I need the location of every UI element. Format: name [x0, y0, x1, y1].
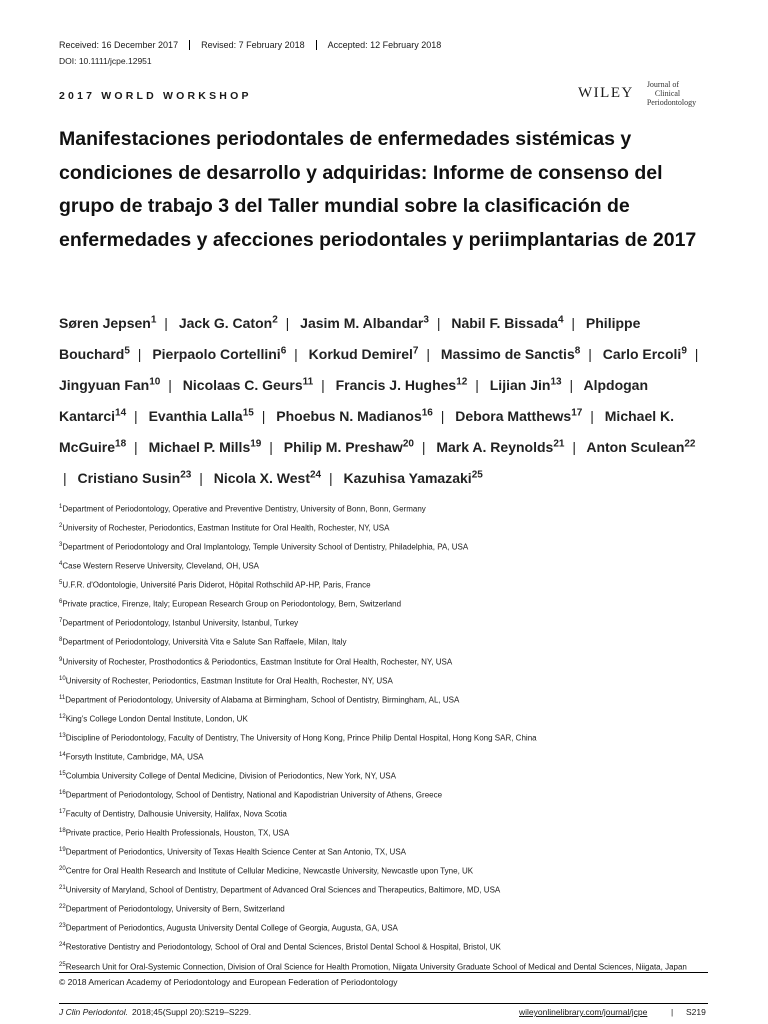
- affiliation: [59, 785, 719, 804]
- author-affiliation-number: 18: [115, 438, 127, 450]
- author-separator: |: [285, 314, 290, 331]
- author-name: [152, 346, 286, 362]
- author-name: [214, 470, 321, 486]
- author-name-text: Nabil F. Bissada: [451, 314, 558, 331]
- journal-logo: [647, 80, 696, 107]
- author-separator: |: [261, 408, 266, 425]
- author-separator: |: [572, 439, 576, 456]
- author-name-text: Korkud Demirel: [308, 345, 413, 362]
- affiliation-text: Department of Periodontology, Università Vita e Salute San Raffaele, Milan, Italy: [62, 638, 347, 648]
- author-affiliation-number: 5: [124, 345, 130, 357]
- author-separator: |: [421, 439, 426, 456]
- author-name: [284, 439, 414, 455]
- affiliation-text: University of Rochester, Prosthodontics & Periodontics, Eastman Institute for Oral Health, Rochester, NY, USA: [62, 657, 453, 667]
- author-name-text: Jack G. Caton: [178, 314, 273, 331]
- journal-url-link[interactable]: wileyonlinelibrary.com/journal/jcpe: [519, 1007, 648, 1017]
- affiliation: [59, 766, 719, 785]
- author-name: [603, 346, 687, 362]
- author-name-text: Evanthia Lalla: [148, 408, 243, 425]
- affiliation-list: [59, 499, 719, 973]
- affiliation: [59, 537, 719, 556]
- affiliation: [59, 861, 719, 880]
- author-affiliation-number: 7: [412, 345, 419, 357]
- affiliation-text: Research Unit for Oral-Systemic Connection, Division of Oral Science for Health Promotion, Niigata University Graduate School of Medical and Dental Sciences, Niigata, Japan: [65, 962, 687, 972]
- author-separator: |: [694, 345, 699, 362]
- affiliation-number: 8: [59, 637, 63, 644]
- affiliation-text: Department of Periodontology, Operative and Preventive Dentistry, University of Bonn, Bonn, Germany: [62, 504, 426, 514]
- footer-separator: |: [671, 1007, 674, 1017]
- affiliation-text: University of Rochester, Periodontics, Eastman Institute for Oral Health, Rochester, NY, USA: [62, 523, 390, 533]
- affiliation-number: 20: [59, 866, 66, 873]
- author-affiliation-number: 22: [684, 438, 696, 450]
- doi: DOI: 10.1111/jcpe.12951: [59, 56, 152, 66]
- publisher-logo: [578, 80, 696, 107]
- author-affiliation-number: 17: [571, 407, 583, 419]
- affiliation-number: 10: [59, 675, 66, 682]
- affiliation: [59, 937, 719, 956]
- article-title: Manifestaciones periodontales de enfermedades sistémicas y condiciones de desarrollo y adquiridas: Informe de consenso del grupo de trabajo 3 del Taller mundial sobre la clasificación de enfermedades y afecciones periodontales y periimplantarias de 2017: [59, 128, 697, 251]
- author-name: [455, 408, 582, 424]
- author-name-text: Mark A. Reynolds: [436, 439, 554, 456]
- author-separator: |: [137, 345, 142, 362]
- affiliation-text: University of Rochester, Periodontics, Eastman Institute for Oral Health, Rochester, NY, USA: [65, 676, 393, 686]
- author-separator: |: [475, 376, 479, 393]
- affiliation-text: Department of Periodontology and Oral Implantology, Temple University School of Dentistry, Philadelphia, PA, USA: [62, 542, 469, 552]
- author-name-text: Michael P. Mills: [148, 439, 251, 456]
- affiliation-text: King's College London Dental Institute, London, UK: [65, 714, 248, 724]
- affiliation-number: 19: [59, 847, 66, 854]
- author-separator: |: [590, 408, 594, 425]
- affiliation-number: 14: [59, 751, 66, 758]
- author-separator: |: [164, 314, 168, 331]
- affiliation: [59, 671, 719, 690]
- author-name: [179, 315, 278, 331]
- author-separator: |: [134, 408, 138, 425]
- author-name-text: Cristiano Susin: [77, 470, 181, 487]
- author-affiliation-number: 2: [272, 314, 278, 325]
- author-name-text: Massimo de Sanctis: [440, 345, 575, 362]
- author-name-text: Phoebus N. Madianos: [276, 408, 422, 425]
- affiliation: [59, 728, 719, 747]
- author-name-text: Nicola X. West: [213, 470, 310, 487]
- affiliation: [59, 747, 719, 766]
- author-name: [59, 315, 156, 331]
- affiliation: [59, 709, 719, 728]
- affiliation-text: Private practice, Firenze, Italy; European Research Group on Periodontology, Bern, Switzerland: [62, 599, 402, 609]
- author-name: [149, 408, 254, 424]
- footer-rule-bottom: [59, 1003, 708, 1004]
- affiliation-text: U.F.R. d'Odontologie, Université Paris Diderot, Hôpital Rothschild AP-HP, Paris, France: [62, 580, 371, 590]
- affiliation-text: Discipline of Periodontology, Faculty of Dentistry, The University of Hong Kong, Prince Philip Dental Hospital, Hong Kong SAR, China: [65, 733, 537, 743]
- affiliation-number: 23: [59, 923, 66, 930]
- accepted-date: Accepted: 12 February 2018: [316, 40, 453, 50]
- author-separator: |: [329, 470, 333, 487]
- author-affiliation-number: 13: [550, 376, 562, 388]
- author-affiliation-number: 10: [149, 376, 161, 388]
- author-name: [276, 408, 433, 424]
- author-name-text: Carlo Ercoli: [602, 345, 682, 362]
- affiliation: [59, 594, 719, 613]
- author-name-text: Søren Jepsen: [59, 314, 151, 331]
- affiliation-number: 13: [59, 732, 66, 739]
- author-name: [309, 346, 419, 362]
- author-name: [436, 439, 564, 455]
- citation-details: 2018;45(Suppl 20):S219–S229.: [131, 1007, 252, 1017]
- author-name: [78, 470, 192, 486]
- author-name-text: Pierpaolo Cortellini: [152, 345, 281, 362]
- author-name: [149, 439, 262, 455]
- affiliation-number: 24: [59, 942, 66, 949]
- affiliation-text: Department of Periodontics, Augusta University Dental College of Georgia, Augusta, GA, USA: [65, 924, 398, 934]
- author-separator: |: [321, 376, 325, 393]
- author-separator: |: [588, 345, 592, 362]
- author-affiliation-number: 19: [250, 438, 262, 450]
- affiliation: [59, 632, 719, 651]
- affiliation-number: 25: [59, 961, 66, 968]
- author-name-text: Nicolaas C. Geurs: [182, 376, 303, 393]
- affiliation-number: 15: [59, 770, 66, 777]
- affiliation-number: 12: [59, 713, 66, 720]
- author-separator: |: [199, 470, 203, 487]
- affiliation: [59, 652, 719, 671]
- revised-date: Revised: 7 February 2018: [189, 40, 316, 50]
- affiliation-text: Faculty of Dentistry, Dalhousie University, Halifax, Nova Scotia: [65, 809, 287, 819]
- author-name: [451, 315, 563, 331]
- author-affiliation-number: 4: [557, 314, 564, 325]
- affiliation-text: Restorative Dentistry and Periodontology, School of Oral and Dental Sciences, Bristol Dental School & Hospital, Bristol, UK: [65, 943, 501, 953]
- author-list: [59, 306, 709, 493]
- author-affiliation-number: 15: [242, 407, 254, 419]
- affiliation: [59, 499, 719, 518]
- author-separator: |: [426, 345, 431, 362]
- affiliation: [59, 690, 719, 709]
- author-name: [490, 377, 562, 393]
- journal-logo-line: Clinical: [654, 89, 681, 98]
- author-name: [344, 470, 483, 486]
- author-affiliation-number: 25: [471, 469, 483, 481]
- author-separator: |: [571, 314, 576, 331]
- page-number: S219: [686, 1007, 706, 1017]
- author-name-text: Michael K. McGuire: [59, 408, 675, 456]
- affiliation: [59, 899, 719, 918]
- author-separator: |: [294, 345, 298, 362]
- affiliation-number: 6: [59, 599, 63, 606]
- affiliation-text: Department of Periodontology, Istanbul University, Istanbul, Turkey: [62, 619, 299, 629]
- author-separator: |: [134, 439, 138, 456]
- author-affiliation-number: 20: [402, 438, 414, 450]
- affiliation-text: Department of Periodontology, University of Alabama at Birmingham, School of Dentistry, Birmingham, AL, USA: [65, 695, 460, 705]
- affiliation: [59, 804, 719, 823]
- affiliation: [59, 823, 719, 842]
- journal-abbrev: J Clin Periodontol.: [59, 1007, 128, 1017]
- received-date: Received: 16 December 2017: [59, 40, 179, 50]
- affiliation-text: Department of Periodontology, University of Bern, Switzerland: [65, 904, 285, 914]
- affiliation-text: Department of Periodontology, School of Dentistry, National and Kapodistrian University of Athens, Greece: [65, 790, 443, 800]
- author-affiliation-number: 24: [309, 469, 322, 481]
- affiliation-text: Case Western Reserve University, Cleveland, OH, USA: [62, 561, 260, 571]
- affiliation-number: 5: [59, 580, 63, 587]
- author-separator: |: [168, 376, 172, 393]
- author-name: [183, 377, 313, 393]
- affiliation-text: Centre for Oral Health Research and Institute of Cellular Medicine, Newcastle University, Newcastle upon Tyne, UK: [65, 866, 474, 876]
- author-name-text: Debora Matthews: [455, 408, 572, 425]
- affiliation-number: 3: [59, 542, 63, 549]
- affiliation: [59, 575, 719, 594]
- author-name-text: Jingyuan Fan: [59, 376, 150, 393]
- author-name-text: Jasim M. Albandar: [300, 314, 424, 331]
- affiliation-number: 22: [59, 904, 66, 911]
- author-name-text: Kazuhisa Yamazaki: [343, 470, 472, 487]
- author-affiliation-number: 1: [150, 314, 157, 325]
- affiliation-text: University of Maryland, School of Dentistry, Department of Advanced Oral Sciences and Therapeutics, Baltimore, MD, USA: [65, 885, 501, 895]
- author-name: [441, 346, 580, 362]
- affiliation-number: 4: [59, 561, 63, 568]
- affiliation-number: 1: [59, 504, 63, 510]
- copyright: © 2018 American Academy of Periodontology and European Federation of Periodontology: [59, 977, 398, 987]
- author-affiliation-number: 14: [115, 407, 127, 419]
- affiliation: [59, 918, 719, 937]
- author-name-text: Francis J. Hughes: [335, 376, 457, 393]
- citation: [59, 1007, 251, 1017]
- affiliation-number: 21: [59, 885, 66, 892]
- author-name-text: Anton Sculean: [586, 439, 685, 456]
- affiliation-number: 11: [59, 694, 66, 701]
- author-name: [300, 315, 429, 331]
- author-affiliation-number: 21: [553, 438, 565, 450]
- author-name: [336, 377, 468, 393]
- affiliation: [59, 880, 719, 899]
- author-separator: |: [436, 314, 441, 331]
- affiliation: [59, 613, 719, 632]
- affiliation-number: 16: [59, 789, 66, 796]
- author-separator: |: [63, 470, 67, 487]
- author-affiliation-number: 11: [302, 376, 314, 388]
- author-name: [586, 439, 695, 455]
- author-affiliation-number: 12: [456, 376, 468, 388]
- author-separator: |: [440, 408, 445, 425]
- author-name-text: Philippe Bouchard: [59, 314, 641, 362]
- affiliation-text: Department of Periodontics, University of Texas Health Science Center at San Antonio, TX, USA: [65, 847, 407, 857]
- article-dates: [59, 40, 452, 50]
- affiliation-number: 7: [59, 618, 63, 625]
- author-name-text: Lijian Jin: [489, 376, 551, 393]
- publisher-name: WILEY: [578, 85, 634, 101]
- author-name-text: Alpdogan Kantarci: [59, 376, 649, 425]
- author-affiliation-number: 8: [574, 345, 581, 357]
- author-separator: |: [269, 439, 273, 456]
- author-name: [59, 377, 160, 393]
- affiliation-text: Forsyth Institute, Cambridge, MA, USA: [65, 752, 204, 762]
- affiliation: [59, 957, 719, 973]
- section-label: 2017 WORLD WORKSHOP: [59, 90, 252, 102]
- journal-logo-line: Periodontology: [646, 98, 697, 107]
- author-affiliation-number: 9: [681, 345, 687, 357]
- affiliation-number: 2: [59, 523, 63, 530]
- affiliation: [59, 842, 719, 861]
- footer-rule-top: [59, 972, 708, 973]
- author-affiliation-number: 3: [423, 314, 429, 325]
- author-affiliation-number: 6: [280, 345, 287, 357]
- affiliation-text: Columbia University College of Dental Medicine, Division of Periodontics, New York, NY, USA: [65, 771, 396, 781]
- affiliation: [59, 556, 719, 575]
- journal-logo-line: Journal of: [646, 80, 680, 89]
- author-name-text: Philip M. Preshaw: [283, 439, 403, 456]
- author-separator: |: [569, 376, 574, 393]
- affiliation: [59, 518, 719, 537]
- author-affiliation-number: 16: [421, 407, 433, 419]
- affiliation-number: 17: [59, 809, 66, 815]
- author-affiliation-number: 23: [180, 469, 192, 481]
- affiliation-number: 9: [59, 656, 63, 663]
- affiliation-number: 18: [59, 828, 66, 835]
- affiliation-text: Private practice, Perio Health Professionals, Houston, TX, USA: [65, 828, 290, 838]
